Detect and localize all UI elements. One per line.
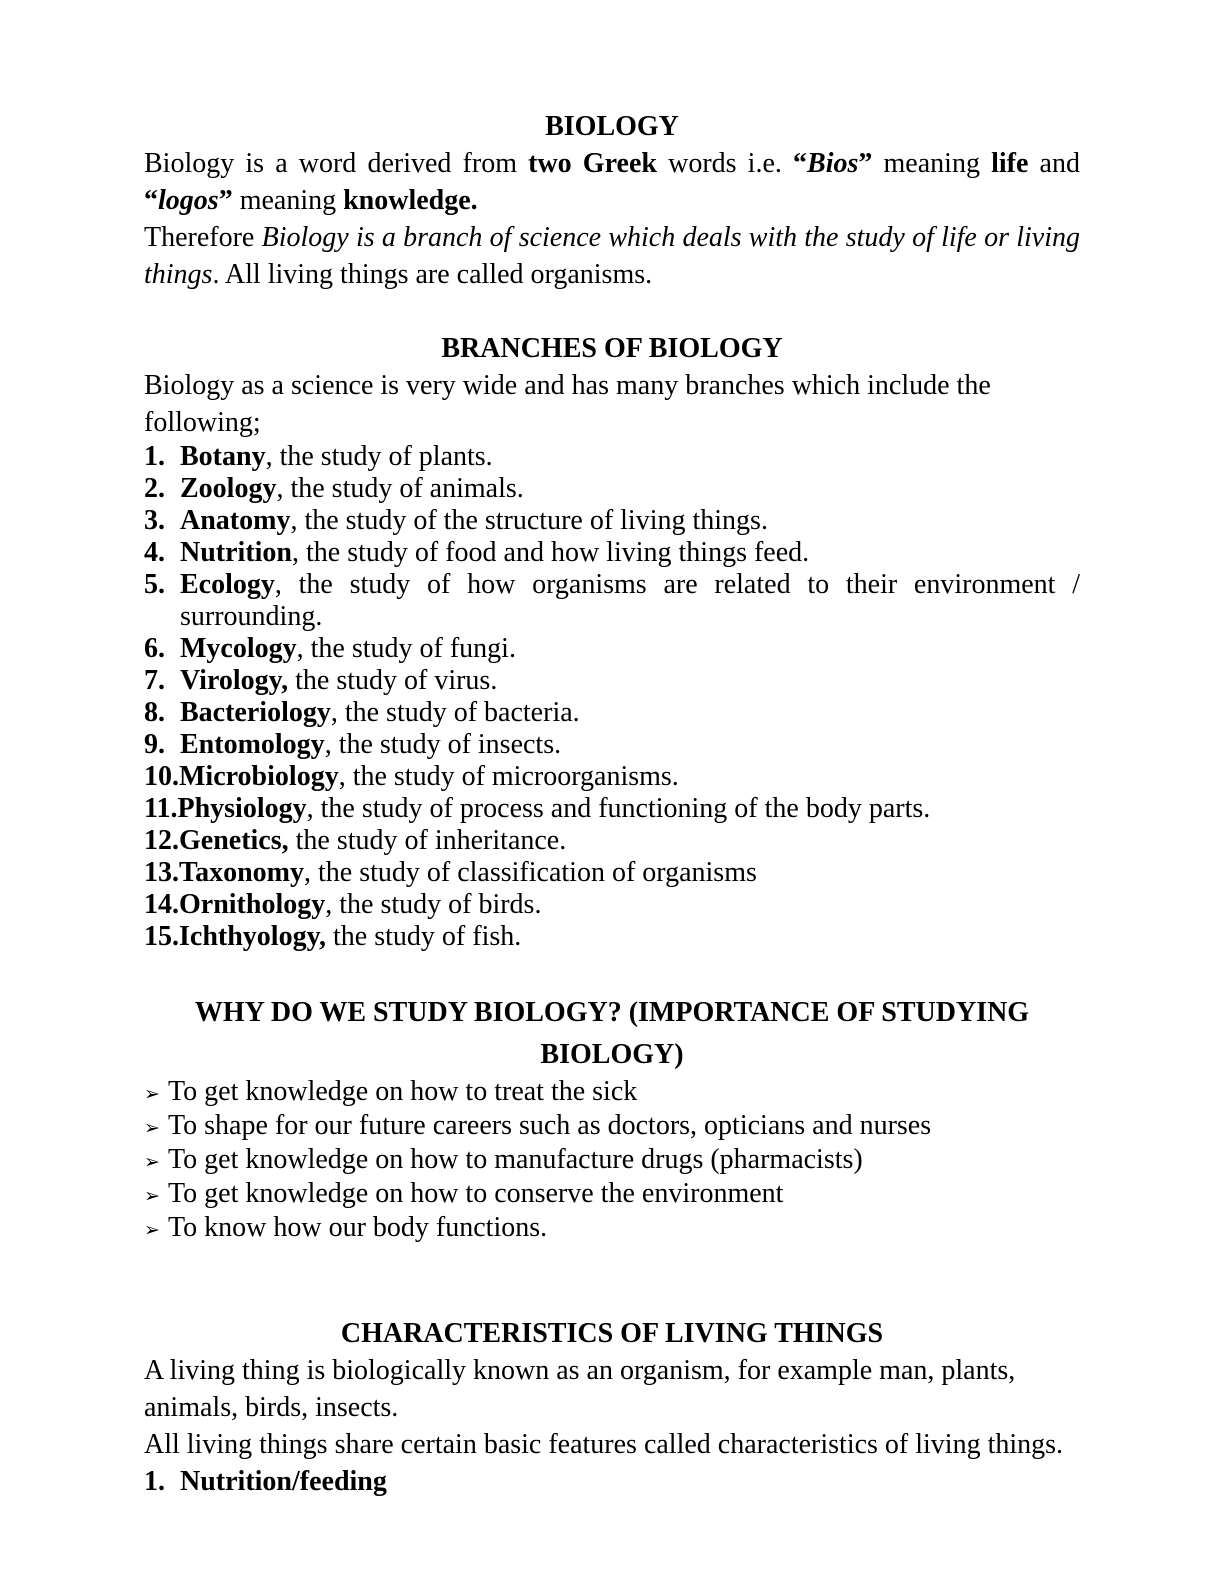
importance-list: [144, 1076, 1080, 1246]
branch-item-4: [144, 537, 1080, 569]
item-number: 10.: [144, 761, 179, 792]
arrow-bullet-icon: ➢: [144, 1117, 160, 1139]
item-number: 14.: [144, 889, 179, 920]
branch-name: Taxonomy: [179, 857, 305, 888]
branch-name: Virology,: [180, 665, 289, 696]
item-number: 13.: [144, 857, 179, 888]
branch-desc: , the study of classification of organisms: [304, 857, 757, 888]
text-run: life: [991, 148, 1029, 179]
item-number: 15.: [144, 921, 179, 952]
item-number: 7.: [144, 665, 165, 696]
branch-item-2: [144, 473, 1080, 505]
close-quote: ”: [218, 185, 233, 216]
branch-item-14: [144, 889, 1080, 921]
branches-section: [144, 330, 1080, 953]
item-number: 12.: [144, 825, 179, 856]
branch-item-5-line1: [144, 569, 1080, 601]
open-quote: “: [793, 148, 808, 179]
intro-section: [144, 108, 1080, 293]
item-number: 3.: [144, 505, 165, 536]
text-run: meaning: [232, 185, 344, 216]
text-run: Biology is a word derived from: [144, 148, 529, 179]
importance-heading-line2: BIOLOGY): [540, 1039, 684, 1070]
branch-item-1: [144, 441, 1080, 473]
characteristics-paragraph-2: All living things share certain basic features called characteristics of living things.: [144, 1429, 1064, 1460]
text-run: meaning: [872, 148, 992, 179]
branches-list: [144, 441, 1080, 953]
characteristic-item-1: [144, 1463, 1080, 1500]
branch-desc: , the study of insects.: [324, 729, 562, 760]
branch-name: Zoology: [180, 473, 277, 504]
text-run: Therefore: [144, 222, 262, 253]
branch-desc: , the study of plants.: [265, 441, 493, 472]
branch-item-7: [144, 665, 1080, 697]
branch-desc: the study of virus.: [288, 665, 498, 696]
characteristics-section: [144, 1315, 1080, 1500]
branch-name: Ornithology: [179, 889, 326, 920]
branch-item-6: [144, 633, 1080, 665]
characteristics-heading: CHARACTERISTICS OF LIVING THINGS: [340, 1318, 884, 1349]
importance-item-text: To get knowledge on how to treat the sick: [168, 1076, 638, 1107]
importance-item-5: [144, 1212, 1080, 1246]
branch-name: Botany: [180, 441, 266, 472]
branch-name: Mycology: [180, 633, 297, 664]
branch-item-11: [144, 793, 1080, 825]
importance-section: [144, 992, 1080, 1246]
branch-item-3: [144, 505, 1080, 537]
importance-item-3: [144, 1144, 1080, 1178]
importance-item-2: [144, 1110, 1080, 1144]
item-number: 6.: [144, 633, 165, 664]
arrow-bullet-icon: ➢: [144, 1219, 160, 1241]
branch-desc: , the study of animals.: [276, 473, 524, 504]
importance-item-text: To shape for our future careers such as doctors, opticians and nurses: [168, 1110, 932, 1141]
branch-item-5: [144, 569, 1080, 633]
text-run: . All living things are called organisms.: [212, 259, 653, 290]
branch-item-9: [144, 729, 1080, 761]
branch-name: Anatomy: [180, 505, 291, 536]
branch-name: Physiology: [177, 793, 307, 824]
importance-heading: [144, 992, 1080, 1076]
text-run: logos: [158, 185, 219, 216]
branch-desc: , the study of process and functioning of the body parts.: [306, 793, 931, 824]
importance-item-1: [144, 1076, 1080, 1110]
branch-item-8: [144, 697, 1080, 729]
branch-desc: , the study of food and how living things feed.: [292, 537, 810, 568]
branches-heading: BRANCHES OF BIOLOGY: [441, 333, 783, 364]
arrow-bullet-icon: ➢: [144, 1083, 160, 1105]
branch-desc: , the study of the structure of living things.: [290, 505, 768, 536]
text-run: words i.e.: [656, 148, 794, 179]
importance-heading-line1: WHY DO WE STUDY BIOLOGY? (IMPORTANCE OF STUDYING: [194, 997, 1030, 1028]
arrow-bullet-icon: ➢: [144, 1151, 160, 1173]
item-number: 1.: [144, 441, 165, 472]
text-run: knowledge.: [343, 185, 478, 216]
branch-name: Ecology: [180, 569, 275, 600]
branch-desc: the study of inheritance.: [288, 825, 567, 856]
branch-name: Genetics,: [179, 825, 289, 856]
item-number: 4.: [144, 537, 165, 568]
text-run: and: [1028, 148, 1080, 179]
item-number: 9.: [144, 729, 165, 760]
branch-item-5-line2: surrounding.: [180, 601, 323, 632]
item-number: 8.: [144, 697, 165, 728]
branch-item-10: [144, 761, 1080, 793]
text-run: Bios: [807, 148, 859, 179]
importance-item-text: To get knowledge on how to manufacture drugs (pharmacists): [168, 1144, 863, 1175]
branch-name: Bacteriology: [180, 697, 331, 728]
importance-item-4: [144, 1178, 1080, 1212]
item-number: 5.: [144, 569, 165, 600]
branch-item-15: [144, 921, 1080, 953]
item-number: 11.: [144, 793, 178, 824]
arrow-bullet-icon: ➢: [144, 1185, 160, 1207]
branches-lead-paragraph: Biology as a science is very wide and has many branches which include the following;: [144, 370, 991, 438]
branch-desc: , the study of fungi.: [296, 633, 516, 664]
text-run: two Greek: [528, 148, 657, 179]
close-quote: ”: [858, 148, 873, 179]
characteristic-label: Nutrition/feeding: [180, 1466, 387, 1497]
branch-item-12: [144, 825, 1080, 857]
intro-paragraph-1: [144, 145, 1080, 219]
branch-name: Entomology: [180, 729, 325, 760]
text-run: Biology is a branch of science which deals with the study of life or living things: [144, 222, 1081, 290]
branch-item-13: [144, 857, 1080, 889]
page-title: BIOLOGY: [545, 111, 679, 142]
branch-desc: , the study of bacteria.: [330, 697, 580, 728]
importance-item-text: To know how our body functions.: [168, 1212, 548, 1243]
branch-name: Ichthyology,: [179, 921, 327, 952]
branch-name: Nutrition: [180, 537, 292, 568]
branch-desc: , the study of birds.: [325, 889, 542, 920]
importance-item-text: To get knowledge on how to conserve the environment: [168, 1178, 784, 1209]
branch-desc: , the study of how organisms are related to their environment /: [274, 569, 1080, 600]
open-quote: “: [144, 185, 158, 216]
item-number: 2.: [144, 473, 165, 504]
item-number: 1.: [144, 1466, 165, 1497]
branch-name: Microbiology: [179, 761, 339, 792]
intro-paragraph-2: [144, 219, 1080, 293]
characteristics-paragraph-1: A living thing is biologically known as an organism, for example man, plants, animals, birds, insects.: [144, 1355, 1016, 1423]
branch-desc: the study of fish.: [326, 921, 522, 952]
branch-desc: , the study of microorganisms.: [338, 761, 679, 792]
